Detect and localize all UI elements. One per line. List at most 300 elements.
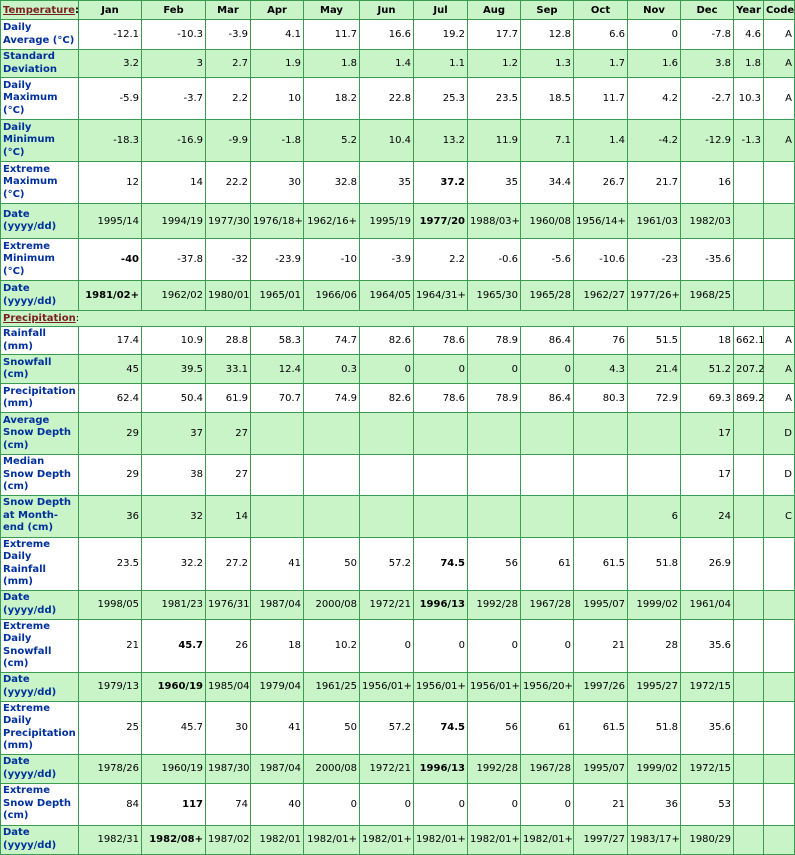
value-cell: 86.4: [521, 384, 574, 413]
value-cell: -3.7: [142, 78, 206, 120]
value-cell: 0: [521, 619, 574, 672]
temperature-section-header: [1, 1, 79, 20]
year-cell: [734, 413, 764, 455]
value-cell: 21.7: [628, 162, 681, 204]
code-cell: [764, 162, 795, 204]
value-cell: 1977/30: [206, 204, 251, 239]
value-cell: 69.3: [681, 384, 734, 413]
code-cell: [764, 239, 795, 281]
value-cell: 1979/04: [251, 672, 304, 701]
code-cell: [764, 619, 795, 672]
value-cell: 0: [468, 619, 521, 672]
value-cell: 1980/29: [681, 825, 734, 854]
value-cell: [360, 495, 414, 537]
code-cell: [764, 672, 795, 701]
value-cell: 11.7: [304, 20, 360, 50]
value-cell: 1956/14+: [574, 204, 628, 239]
value-cell: 1982/01+: [304, 825, 360, 854]
code-cell: [764, 204, 795, 239]
value-cell: 1995/14: [79, 204, 142, 239]
value-cell: 12.8: [521, 20, 574, 50]
value-cell: 33.1: [206, 355, 251, 384]
table-row: [1, 78, 795, 120]
value-cell: 35: [360, 162, 414, 204]
value-cell: 76: [574, 327, 628, 355]
year-header: Year: [734, 1, 764, 20]
value-cell: [360, 413, 414, 455]
code-cell: [764, 537, 795, 590]
value-cell: 1976/31: [206, 590, 251, 619]
value-cell: 32.8: [304, 162, 360, 204]
value-cell: 78.9: [468, 384, 521, 413]
code-cell: A: [764, 120, 795, 162]
value-cell: -9.9: [206, 120, 251, 162]
row-label: Average Snow Depth (cm): [1, 413, 79, 455]
year-cell: 869.2: [734, 384, 764, 413]
value-cell: -23.9: [251, 239, 304, 281]
value-cell: 1966/06: [304, 281, 360, 311]
year-cell: [734, 455, 764, 496]
value-cell: 21: [574, 783, 628, 825]
value-cell: 37.2: [414, 162, 468, 204]
table-row: [1, 20, 795, 50]
value-cell: 12: [79, 162, 142, 204]
value-cell: 18: [681, 327, 734, 355]
row-label: Date (yyyy/dd): [1, 754, 79, 783]
value-cell: 0: [414, 619, 468, 672]
year-cell: [734, 825, 764, 854]
value-cell: [521, 413, 574, 455]
table-row: [1, 413, 795, 455]
value-cell: 1982/31: [79, 825, 142, 854]
value-cell: 50: [304, 701, 360, 754]
value-cell: 7.1: [521, 120, 574, 162]
year-cell: [734, 701, 764, 754]
value-cell: 0: [414, 783, 468, 825]
table-row: [1, 783, 795, 825]
table-row: [1, 120, 795, 162]
value-cell: 24: [681, 495, 734, 537]
value-cell: 2.7: [206, 50, 251, 78]
value-cell: 41: [251, 537, 304, 590]
row-label: Extreme Snow Depth (cm): [1, 783, 79, 825]
value-cell: 1965/28: [521, 281, 574, 311]
table-row: [1, 619, 795, 672]
value-cell: 1988/03+: [468, 204, 521, 239]
value-cell: 10.9: [142, 327, 206, 355]
month-header-dec: Dec: [681, 1, 734, 20]
value-cell: 74.5: [414, 701, 468, 754]
value-cell: 1960/08: [521, 204, 574, 239]
value-cell: 1.3: [521, 50, 574, 78]
value-cell: 1987/02: [206, 825, 251, 854]
value-cell: 4.2: [628, 78, 681, 120]
value-cell: 1972/15: [681, 672, 734, 701]
value-cell: 1.7: [574, 50, 628, 78]
value-cell: -10.6: [574, 239, 628, 281]
month-header-sep: Sep: [521, 1, 574, 20]
year-cell: [734, 754, 764, 783]
value-cell: 27: [206, 455, 251, 496]
value-cell: 56: [468, 537, 521, 590]
value-cell: 14: [206, 495, 251, 537]
value-cell: -35.6: [681, 239, 734, 281]
value-cell: 1985/04: [206, 672, 251, 701]
value-cell: 1967/28: [521, 754, 574, 783]
value-cell: 27: [206, 413, 251, 455]
value-cell: 17: [681, 413, 734, 455]
row-label: Snowfall (cm): [1, 355, 79, 384]
table-row: [1, 825, 795, 854]
value-cell: 4.3: [574, 355, 628, 384]
value-cell: 23.5: [79, 537, 142, 590]
value-cell: 1956/20+: [521, 672, 574, 701]
value-cell: 1962/16+: [304, 204, 360, 239]
code-cell: [764, 281, 795, 311]
year-cell: 1.8: [734, 50, 764, 78]
value-cell: -32: [206, 239, 251, 281]
code-cell: [764, 825, 795, 854]
value-cell: 0: [360, 355, 414, 384]
value-cell: 1961/04: [681, 590, 734, 619]
value-cell: 17.7: [468, 20, 521, 50]
value-cell: 53: [681, 783, 734, 825]
value-cell: 17.4: [79, 327, 142, 355]
value-cell: 1982/03: [681, 204, 734, 239]
value-cell: 78.6: [414, 327, 468, 355]
value-cell: 61: [521, 537, 574, 590]
month-header-nov: Nov: [628, 1, 681, 20]
value-cell: 0: [628, 20, 681, 50]
value-cell: 1981/02+: [79, 281, 142, 311]
value-cell: 1992/28: [468, 590, 521, 619]
value-cell: 21: [79, 619, 142, 672]
value-cell: 26.9: [681, 537, 734, 590]
month-header-jun: Jun: [360, 1, 414, 20]
table-row: [1, 281, 795, 311]
value-cell: 1960/19: [142, 672, 206, 701]
value-cell: 25.3: [414, 78, 468, 120]
value-cell: 1982/01+: [414, 825, 468, 854]
value-cell: 62.4: [79, 384, 142, 413]
value-cell: 58.3: [251, 327, 304, 355]
value-cell: 1996/13: [414, 590, 468, 619]
value-cell: 11.7: [574, 78, 628, 120]
value-cell: 1995/07: [574, 754, 628, 783]
value-cell: 25: [79, 701, 142, 754]
value-cell: 17: [681, 455, 734, 496]
value-cell: [628, 413, 681, 455]
value-cell: 2000/08: [304, 754, 360, 783]
value-cell: 70.7: [251, 384, 304, 413]
value-cell: 1995/07: [574, 590, 628, 619]
value-cell: 45.7: [142, 619, 206, 672]
value-cell: 1956/01+: [414, 672, 468, 701]
value-cell: 1987/04: [251, 590, 304, 619]
value-cell: 1995/19: [360, 204, 414, 239]
value-cell: -7.8: [681, 20, 734, 50]
value-cell: 1981/23: [142, 590, 206, 619]
value-cell: 1962/27: [574, 281, 628, 311]
value-cell: 74.9: [304, 384, 360, 413]
value-cell: 19.2: [414, 20, 468, 50]
value-cell: 38: [142, 455, 206, 496]
row-label: Extreme Daily Snowfall (cm): [1, 619, 79, 672]
value-cell: 1965/01: [251, 281, 304, 311]
year-cell: [734, 162, 764, 204]
value-cell: 0: [521, 783, 574, 825]
value-cell: 29: [79, 455, 142, 496]
table-row: [1, 537, 795, 590]
value-cell: 32.2: [142, 537, 206, 590]
value-cell: 1987/04: [251, 754, 304, 783]
value-cell: -3.9: [206, 20, 251, 50]
value-cell: 86.4: [521, 327, 574, 355]
value-cell: 1982/01+: [468, 825, 521, 854]
value-cell: 1.4: [574, 120, 628, 162]
value-cell: 1995/27: [628, 672, 681, 701]
table-row: [1, 754, 795, 783]
code-cell: A: [764, 50, 795, 78]
table-row: [1, 384, 795, 413]
value-cell: 40: [251, 783, 304, 825]
row-label: Median Snow Depth (cm): [1, 455, 79, 496]
value-cell: 56: [468, 701, 521, 754]
value-cell: 10.2: [304, 619, 360, 672]
value-cell: -12.9: [681, 120, 734, 162]
value-cell: [521, 455, 574, 496]
value-cell: 0: [360, 619, 414, 672]
table-row: [1, 495, 795, 537]
value-cell: 1982/08+: [142, 825, 206, 854]
month-header-oct: Oct: [574, 1, 628, 20]
value-cell: 1968/25: [681, 281, 734, 311]
value-cell: 61: [521, 701, 574, 754]
value-cell: -0.6: [468, 239, 521, 281]
value-cell: [304, 413, 360, 455]
code-cell: D: [764, 413, 795, 455]
value-cell: 0: [468, 355, 521, 384]
value-cell: 1961/03: [628, 204, 681, 239]
code-cell: [764, 783, 795, 825]
year-cell: [734, 590, 764, 619]
value-cell: 1976/18+: [251, 204, 304, 239]
value-cell: [521, 495, 574, 537]
value-cell: 2.2: [414, 239, 468, 281]
value-cell: 39.5: [142, 355, 206, 384]
value-cell: 78.9: [468, 327, 521, 355]
row-label: Extreme Minimum (°C): [1, 239, 79, 281]
value-cell: [468, 495, 521, 537]
table-row: [1, 204, 795, 239]
value-cell: 51.8: [628, 537, 681, 590]
value-cell: 1977/20: [414, 204, 468, 239]
value-cell: 51.5: [628, 327, 681, 355]
value-cell: 21.4: [628, 355, 681, 384]
row-label: Extreme Daily Rainfall (mm): [1, 537, 79, 590]
year-cell: [734, 672, 764, 701]
row-label: Snow Depth at Month-end (cm): [1, 495, 79, 537]
value-cell: 37: [142, 413, 206, 455]
value-cell: 1.2: [468, 50, 521, 78]
value-cell: 1962/02: [142, 281, 206, 311]
value-cell: 2.2: [206, 78, 251, 120]
value-cell: 1982/01+: [521, 825, 574, 854]
value-cell: [304, 495, 360, 537]
value-cell: 1.9: [251, 50, 304, 78]
value-cell: 1996/13: [414, 754, 468, 783]
value-cell: 1.6: [628, 50, 681, 78]
value-cell: 1977/26+: [628, 281, 681, 311]
value-cell: 1997/26: [574, 672, 628, 701]
code-cell: C: [764, 495, 795, 537]
code-header: Code: [764, 1, 795, 20]
value-cell: [468, 455, 521, 496]
value-cell: 50: [304, 537, 360, 590]
value-cell: 35.6: [681, 701, 734, 754]
value-cell: 45: [79, 355, 142, 384]
value-cell: 26.7: [574, 162, 628, 204]
value-cell: 1978/26: [79, 754, 142, 783]
code-cell: [764, 754, 795, 783]
month-header-jan: Jan: [79, 1, 142, 20]
value-cell: 0: [521, 355, 574, 384]
value-cell: 117: [142, 783, 206, 825]
value-cell: 13.2: [414, 120, 468, 162]
value-cell: 12.4: [251, 355, 304, 384]
code-cell: A: [764, 20, 795, 50]
value-cell: -10.3: [142, 20, 206, 50]
row-label: Date (yyyy/dd): [1, 825, 79, 854]
value-cell: 6.6: [574, 20, 628, 50]
row-label: Extreme Maximum (°C): [1, 162, 79, 204]
value-cell: 1964/31+: [414, 281, 468, 311]
value-cell: 1965/30: [468, 281, 521, 311]
value-cell: 16: [681, 162, 734, 204]
value-cell: 1972/15: [681, 754, 734, 783]
value-cell: 3.8: [681, 50, 734, 78]
table-row: [1, 239, 795, 281]
value-cell: 61.9: [206, 384, 251, 413]
value-cell: -40: [79, 239, 142, 281]
value-cell: [251, 413, 304, 455]
header-row: [1, 1, 795, 20]
code-cell: A: [764, 327, 795, 355]
value-cell: 1.8: [304, 50, 360, 78]
value-cell: 6: [628, 495, 681, 537]
value-cell: 1994/19: [142, 204, 206, 239]
row-label: Date (yyyy/dd): [1, 672, 79, 701]
value-cell: 1997/27: [574, 825, 628, 854]
value-cell: 29: [79, 413, 142, 455]
value-cell: 11.9: [468, 120, 521, 162]
value-cell: 1961/25: [304, 672, 360, 701]
value-cell: 72.9: [628, 384, 681, 413]
value-cell: 2000/08: [304, 590, 360, 619]
row-label: Date (yyyy/dd): [1, 204, 79, 239]
value-cell: [574, 495, 628, 537]
value-cell: 50.4: [142, 384, 206, 413]
value-cell: 4.1: [251, 20, 304, 50]
value-cell: -16.9: [142, 120, 206, 162]
table-row: [1, 355, 795, 384]
value-cell: -3.9: [360, 239, 414, 281]
value-cell: 1982/01: [251, 825, 304, 854]
value-cell: 74.5: [414, 537, 468, 590]
value-cell: 28: [628, 619, 681, 672]
value-cell: 1972/21: [360, 590, 414, 619]
value-cell: 18.2: [304, 78, 360, 120]
value-cell: 1983/17+: [628, 825, 681, 854]
value-cell: 1964/05: [360, 281, 414, 311]
value-cell: 1980/01: [206, 281, 251, 311]
value-cell: 1979/13: [79, 672, 142, 701]
value-cell: 78.6: [414, 384, 468, 413]
value-cell: 1.1: [414, 50, 468, 78]
year-cell: [734, 204, 764, 239]
value-cell: 1998/05: [79, 590, 142, 619]
value-cell: [251, 495, 304, 537]
value-cell: 27.2: [206, 537, 251, 590]
value-cell: 5.2: [304, 120, 360, 162]
value-cell: 32: [142, 495, 206, 537]
row-label: Rainfall (mm): [1, 327, 79, 355]
precipitation-colon: :: [75, 313, 80, 324]
value-cell: -1.8: [251, 120, 304, 162]
value-cell: 35.6: [681, 619, 734, 672]
row-label: Date (yyyy/dd): [1, 590, 79, 619]
value-cell: 1982/01+: [360, 825, 414, 854]
value-cell: 84: [79, 783, 142, 825]
row-label: Daily Maximum (°C): [1, 78, 79, 120]
value-cell: [628, 455, 681, 496]
year-cell: 4.6: [734, 20, 764, 50]
row-label: Extreme Daily Precipitation (mm): [1, 701, 79, 754]
value-cell: 30: [251, 162, 304, 204]
precipitation-label: Precipitation: [3, 313, 76, 324]
value-cell: 57.2: [360, 537, 414, 590]
value-cell: 1956/01+: [468, 672, 521, 701]
table-row: [1, 162, 795, 204]
value-cell: [574, 413, 628, 455]
value-cell: [414, 413, 468, 455]
value-cell: -5.6: [521, 239, 574, 281]
value-cell: 1967/28: [521, 590, 574, 619]
value-cell: 1960/19: [142, 754, 206, 783]
year-cell: 207.2: [734, 355, 764, 384]
month-header-aug: Aug: [468, 1, 521, 20]
value-cell: 0: [360, 783, 414, 825]
table-row: [1, 590, 795, 619]
month-header-mar: Mar: [206, 1, 251, 20]
value-cell: -12.1: [79, 20, 142, 50]
value-cell: 1999/02: [628, 754, 681, 783]
table-row: [1, 327, 795, 355]
value-cell: [304, 455, 360, 496]
value-cell: 57.2: [360, 701, 414, 754]
value-cell: 1992/28: [468, 754, 521, 783]
value-cell: 22.2: [206, 162, 251, 204]
value-cell: [414, 455, 468, 496]
value-cell: 14: [142, 162, 206, 204]
row-label: Daily Minimum (°C): [1, 120, 79, 162]
value-cell: 74.7: [304, 327, 360, 355]
value-cell: 22.8: [360, 78, 414, 120]
precipitation-section-header: [1, 311, 795, 327]
value-cell: -4.2: [628, 120, 681, 162]
row-label: Standard Deviation: [1, 50, 79, 78]
value-cell: -5.9: [79, 78, 142, 120]
